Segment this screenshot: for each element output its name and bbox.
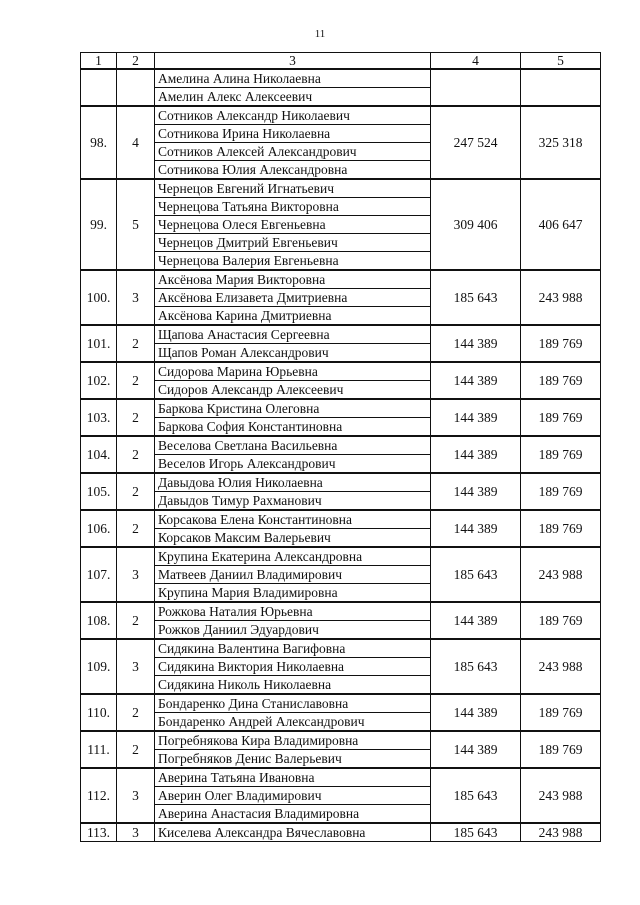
person-name-cell: Веселова Светлана Васильевна <box>155 436 431 455</box>
value-col-4-cell: 144 389 <box>431 436 521 473</box>
table-row <box>81 768 601 787</box>
person-name-cell: Сотникова Ирина Николаевна <box>155 125 431 143</box>
person-name-cell: Чернецов Евгений Игнатьевич <box>155 179 431 198</box>
person-name-cell: Сидякина Валентина Вагифовна <box>155 639 431 658</box>
value-col-5-cell: 189 769 <box>521 602 601 639</box>
value-col-4-cell: 144 389 <box>431 602 521 639</box>
value-col-5-cell <box>521 69 601 106</box>
person-name-cell: Чернецова Татьяна Викторовна <box>155 198 431 216</box>
person-name-cell: Чернецов Дмитрий Евгеньевич <box>155 234 431 252</box>
family-size-cell: 2 <box>117 325 155 362</box>
family-group <box>81 436 601 473</box>
person-name-cell: Давыдов Тимур Рахманович <box>155 492 431 511</box>
header-row <box>81 53 601 70</box>
person-name-cell: Веселов Игорь Александрович <box>155 455 431 474</box>
person-name-cell: Крупина Мария Владимировна <box>155 584 431 603</box>
value-col-4-cell: 185 643 <box>431 768 521 823</box>
family-group <box>81 473 601 510</box>
header-col-5: 5 <box>521 53 601 70</box>
value-col-4-cell: 144 389 <box>431 694 521 731</box>
row-number-cell: 98. <box>81 106 117 179</box>
family-group <box>81 325 601 362</box>
family-size-cell: 3 <box>117 768 155 823</box>
table-row <box>81 436 601 455</box>
value-col-4-cell: 309 406 <box>431 179 521 270</box>
table-row <box>81 270 601 289</box>
value-col-5-cell: 243 988 <box>521 547 601 602</box>
value-col-4-cell: 185 643 <box>431 547 521 602</box>
family-group <box>81 547 601 602</box>
beneficiaries-table <box>80 52 601 842</box>
value-col-4-cell <box>431 69 521 106</box>
person-name-cell: Погребнякова Кира Владимировна <box>155 731 431 750</box>
person-name-cell: Корсакова Елена Константиновна <box>155 510 431 529</box>
row-number-cell: 99. <box>81 179 117 270</box>
person-name-cell: Чернецова Валерия Евгеньевна <box>155 252 431 271</box>
table-row <box>81 823 601 842</box>
value-col-5-cell: 189 769 <box>521 510 601 547</box>
header-col-2: 2 <box>117 53 155 70</box>
family-size-cell: 4 <box>117 106 155 179</box>
family-group <box>81 399 601 436</box>
header-col-3: 3 <box>155 53 431 70</box>
person-name-cell: Аксёнова Мария Викторовна <box>155 270 431 289</box>
row-number-cell: 104. <box>81 436 117 473</box>
family-size-cell: 2 <box>117 731 155 768</box>
person-name-cell: Щапов Роман Александрович <box>155 344 431 363</box>
family-group <box>81 362 601 399</box>
family-group <box>81 510 601 547</box>
family-size-cell: 3 <box>117 547 155 602</box>
family-size-cell: 2 <box>117 602 155 639</box>
value-col-4-cell: 144 389 <box>431 473 521 510</box>
person-name-cell: Киселева Александра Вячеславовна <box>155 823 431 842</box>
value-col-4-cell: 144 389 <box>431 362 521 399</box>
person-name-cell: Аверина Татьяна Ивановна <box>155 768 431 787</box>
person-name-cell: Сидякина Николь Николаевна <box>155 676 431 695</box>
person-name-cell: Рожков Даниил Эдуардович <box>155 621 431 640</box>
person-name-cell: Матвеев Даниил Владимирович <box>155 566 431 584</box>
value-col-5-cell: 189 769 <box>521 694 601 731</box>
person-name-cell: Сидоров Александр Алексеевич <box>155 381 431 400</box>
family-group <box>81 823 601 842</box>
header-col-1: 1 <box>81 53 117 70</box>
value-col-5-cell: 189 769 <box>521 325 601 362</box>
row-number-cell: 109. <box>81 639 117 694</box>
family-size-cell: 5 <box>117 179 155 270</box>
person-name-cell: Амелина Алина Николаевна <box>155 69 431 88</box>
family-size-cell <box>117 69 155 106</box>
table-row <box>81 510 601 529</box>
person-name-cell: Аксёнова Елизавета Дмитриевна <box>155 289 431 307</box>
person-name-cell: Корсаков Максим Валерьевич <box>155 529 431 548</box>
person-name-cell: Щапова Анастасия Сергеевна <box>155 325 431 344</box>
table-row <box>81 602 601 621</box>
row-number-cell: 107. <box>81 547 117 602</box>
family-size-cell: 2 <box>117 436 155 473</box>
row-number-cell: 103. <box>81 399 117 436</box>
value-col-5-cell: 243 988 <box>521 639 601 694</box>
value-col-4-cell: 185 643 <box>431 823 521 842</box>
table-row <box>81 694 601 713</box>
family-size-cell: 2 <box>117 473 155 510</box>
row-number-cell: 105. <box>81 473 117 510</box>
table-row <box>81 399 601 418</box>
value-col-5-cell: 325 318 <box>521 106 601 179</box>
table-row <box>81 639 601 658</box>
table-row <box>81 179 601 198</box>
row-number-cell: 102. <box>81 362 117 399</box>
person-name-cell: Аверина Анастасия Владимировна <box>155 805 431 824</box>
value-col-5-cell: 189 769 <box>521 362 601 399</box>
person-name-cell: Амелин Алекс Алексеевич <box>155 88 431 107</box>
value-col-5-cell: 189 769 <box>521 436 601 473</box>
value-col-5-cell: 189 769 <box>521 399 601 436</box>
person-name-cell: Сидорова Марина Юрьевна <box>155 362 431 381</box>
person-name-cell: Крупина Екатерина Александровна <box>155 547 431 566</box>
family-size-cell: 3 <box>117 270 155 325</box>
value-col-4-cell: 144 389 <box>431 731 521 768</box>
table-row <box>81 69 601 88</box>
person-name-cell: Сотникова Юлия Александровна <box>155 161 431 180</box>
value-col-4-cell: 247 524 <box>431 106 521 179</box>
table-row <box>81 362 601 381</box>
table-row <box>81 473 601 492</box>
family-group <box>81 639 601 694</box>
value-col-4-cell: 185 643 <box>431 270 521 325</box>
row-number-cell: 110. <box>81 694 117 731</box>
row-number-cell: 112. <box>81 768 117 823</box>
value-col-5-cell: 243 988 <box>521 768 601 823</box>
person-name-cell: Аверин Олег Владимирович <box>155 787 431 805</box>
page-number: 11 <box>314 28 326 40</box>
value-col-4-cell: 144 389 <box>431 399 521 436</box>
person-name-cell: Бондаренко Дина Станиславовна <box>155 694 431 713</box>
value-col-4-cell: 144 389 <box>431 325 521 362</box>
person-name-cell: Сотников Алексей Александрович <box>155 143 431 161</box>
person-name-cell: Бондаренко Андрей Александрович <box>155 713 431 732</box>
value-col-5-cell: 189 769 <box>521 473 601 510</box>
value-col-4-cell: 185 643 <box>431 639 521 694</box>
family-group <box>81 768 601 823</box>
table-row <box>81 106 601 125</box>
row-number-cell: 100. <box>81 270 117 325</box>
family-group <box>81 69 601 106</box>
row-number-cell: 108. <box>81 602 117 639</box>
value-col-5-cell: 243 988 <box>521 823 601 842</box>
family-size-cell: 3 <box>117 639 155 694</box>
person-name-cell: Аксёнова Карина Дмитриевна <box>155 307 431 326</box>
value-col-5-cell: 189 769 <box>521 731 601 768</box>
table-row <box>81 547 601 566</box>
person-name-cell: Чернецова Олеся Евгеньевна <box>155 216 431 234</box>
family-size-cell: 2 <box>117 362 155 399</box>
person-name-cell: Погребняков Денис Валерьевич <box>155 750 431 769</box>
person-name-cell: Рожкова Наталия Юрьевна <box>155 602 431 621</box>
family-size-cell: 2 <box>117 399 155 436</box>
value-col-5-cell: 243 988 <box>521 270 601 325</box>
family-group <box>81 602 601 639</box>
person-name-cell: Сотников Александр Николаевич <box>155 106 431 125</box>
value-col-4-cell: 144 389 <box>431 510 521 547</box>
person-name-cell: Давыдова Юлия Николаевна <box>155 473 431 492</box>
family-group <box>81 270 601 325</box>
table-row <box>81 325 601 344</box>
family-group <box>81 694 601 731</box>
person-name-cell: Баркова Кристина Олеговна <box>155 399 431 418</box>
row-number-cell: 106. <box>81 510 117 547</box>
family-group <box>81 731 601 768</box>
row-number-cell <box>81 69 117 106</box>
family-size-cell: 2 <box>117 694 155 731</box>
row-number-cell: 113. <box>81 823 117 842</box>
family-size-cell: 3 <box>117 823 155 842</box>
row-number-cell: 101. <box>81 325 117 362</box>
row-number-cell: 111. <box>81 731 117 768</box>
table-row <box>81 731 601 750</box>
table-header <box>81 53 601 70</box>
family-group <box>81 106 601 179</box>
value-col-5-cell: 406 647 <box>521 179 601 270</box>
person-name-cell: Сидякина Виктория Николаевна <box>155 658 431 676</box>
person-name-cell: Баркова София Константиновна <box>155 418 431 437</box>
family-size-cell: 2 <box>117 510 155 547</box>
header-col-4: 4 <box>431 53 521 70</box>
family-group <box>81 179 601 270</box>
